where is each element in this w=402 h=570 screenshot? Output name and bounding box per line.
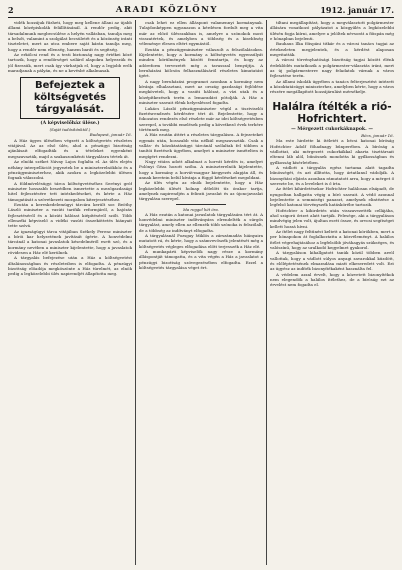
article-paragraph: A munkapárti képviselők nagy része a kormány álláspontját támogatta, és a vita végén a Ház a javaslatot a pénzügyi bizottság szövegezésében elfogadta. Ezzel a költségvetés tárgyalása véget ért. (139, 249, 263, 271)
issue-date: 1912. január 17. (320, 5, 394, 15)
section-note: Ma reggel hét óra. (183, 206, 219, 212)
column-1 (8, 20, 132, 565)
article-paragraph: vidék hozzájuk fűzheti, hogy meg kellene állani az újabb állami középiskolák felállításánál. A rendőr pedig, akit társadalmunk megbecsülése a helyén vallásban, tanulja meg a belsőt, valamint a szolgálat becsületét és a közönség iránti tiszteletet, mert az utca embere saját kárán tanulja meg, hogy a rendőr nem ellenség, hanem barát és segítség. (8, 20, 132, 52)
article-paragraph: Az erkölcsi rend és a testi biztonság nagy értékei közé tartozik, hogy a rendőrséget szilárd alapokra helyezzük és jól fizessük, mert csak így várhatjuk el, hogy a legjobb erők maradjanak a pályán, és ne a kevésbé alkalmasak. (8, 52, 132, 74)
column-divider (266, 20, 267, 565)
article-paragraph: Ezután a kereskedelemügyi tárcára került sor. Beöthy László miniszter a vasúti tarifák reformjáról, a hajózás fejlesztéséről és a közúti hálózat kiépítéséről szólt. Több ellenzéki képviselő a vidéki vasúti összeköttetés hiányait tette szóvá. (8, 201, 132, 229)
page-number: 2 (8, 5, 14, 15)
article-paragraph: A nagy beruházási programot azonban a kormány nem kívánja elhalasztani, mert az ország gazdasági fejlődése megköveteli, hogy a vasúti hálózat, a vízi utak és a középítkezések terén a lemaradást pótolják. A Ház a miniszter szavait élénk helyesléssel fogadta. (139, 78, 263, 106)
article-paragraph: Az igazságügyi tárca vitájában Székely Ferenc miniszter a bírói kar helyzetének javítását ígérte. A honvédelmi tárcánál a katonai javaslatok késedelméről esett szó, és a kormány nevében a miniszter kijelentette, hogy a javaslatok rövidesen a Ház elé kerülnek. (8, 228, 132, 255)
article-paragraph: Nagy vitára adott alkalmat a horvát kérdés is, amelyet Polónyi Géza hozott szóba. A miniszterelnök kijelentette, hogy a kormány a horvát-magyar kiegyezés alapján áll, és annak keretein belül kívánja a függő kérdéseket megoldani. (139, 158, 263, 180)
article-paragraph: Az ítélet nagy feltűnést keltett a katonai körökben, mert a per hónapokon át foglalkoztatta a közvéleményt. A halálos ítélet végrehajtásához a legfelsőbb jóváhagyás szükséges, és valószínű, hogy az uralkodó kegyelmet gyakorol. (270, 229, 394, 251)
article-paragraph: Az ítélet kihirdetésekor Hofrichter halálosan elsápadt, de nyugodtan hallgatta végig a bíró szavait. A védő azonnal bejelentette a semmiségi panaszt, amelynek elintézése a legfelső katonai törvényszék hatáskörébe tartozik. (270, 186, 394, 208)
article-paragraph: A földmívelésügyi tárca költségvetéséhez Serényi gróf miniszter hosszabb beszédben ismertette a mezőgazdasági hitel fejlesztésére tett intézkedéseket, és kérte a Ház támogatását a szövetkezeti mozgalom kiterjesztéséhez. (8, 180, 132, 202)
article-paragraph: A Ház ügyes ülésében végzett a költségvetés részletes vitájával. Az az első ülés, ahol a pénzügyi bizottság ajánlásait elfogadták és a tételeket egyenként megszavazták, majd a szakaszonkénti tárgyalásra tértek át. (8, 137, 132, 159)
header-rule (8, 17, 394, 18)
article-paragraph: Hofrichter a kihirdetés után visszavezették cellájába, ahol szigorú őrizet alatt tartják. Felesége, aki a tárgyaláson mindvégig jelen volt, ájultan esett össze, és orvosi segítséget kellett hozzá hívni. (270, 207, 394, 229)
article-dateline: Budapest, január 16. (89, 132, 132, 138)
article-paragraph: csak lehet ez ellen álláspont valamennyi kormánynak. Tulajdonképpen ugyanazon a kérdésen fordult meg a vita már az előző ülésszakban is, amelyre a szónokok most visszatértek, és amelyben a többség és a kisebbség véleménye élesen eltért egymástól. (139, 20, 263, 47)
article-subheading: (A képviselőház ülése.) (40, 121, 100, 127)
article-paragraph: A tárgyalás befejezése után a Ház a költségvetést általánosságban és részleteiben is elfogadta. A pénzügyi bizottság előadója megköszönte a Ház türelmét, az elnök pedig a legközelebbi ülés napirendjét állapította meg. (8, 255, 132, 277)
article-paragraph: A védelem azzal érvelt, hogy a közvetett bizonyítékok nem elegendők a halálos ítélethez, de a bíróság ezt az érvelést nem fogadta el. (270, 271, 394, 288)
column-3 (270, 20, 394, 565)
article-paragraph: Ma este hirdette ki ítéletét a bécsi katonai bíróság Hofrichter Adolf főhadnagy bűnperében. A bíróság a vádlottat, aki mérgezett cukorkákkal akarta tiszttársait eltenni láb alól, bűnösnek mondotta ki gyilkosságban és gyilkosság kísérletében. (270, 138, 394, 165)
article-paragraph: Az állami iskolák ügyében a tanács felterjesztést intézett a közoktatásügyi miniszterhez, amelyben kérte, hogy a város részére megállapított hozzájárulást mérsékelje. (270, 78, 394, 95)
article-paragraph: tiltani megállapítást, hogy a megválasztott polgármester állására vonatkozó pályázatot a közgyűlés a legközelebbi ülésén fogja kiírni, amelyre a jelöltek névsorát a főispán még e hónapban bejelenti. (270, 20, 394, 42)
section-divider (176, 204, 226, 205)
article-paragraph: A tárgyaláson kihallgatott tanúk közül többen arról vallottak, hogy a vádlott súlyos anyagi zavarokkal küzdött, és előléptetésének elmaradása miatt elkeseredett volt. Ezt az ügyész az indíték bizonyítékaként használta fel. (270, 250, 394, 272)
column-divider (135, 20, 136, 565)
newspaper-title: ARADI KÖZLÖNY (115, 5, 218, 15)
page-header (8, 4, 394, 16)
article-headline: Halálra ítélték a rió-Hofrichtert. (272, 100, 392, 125)
article-paragraph: A Ház ezután a katonai javaslatok tárgyalására tért át. A honvédelmi miniszter indítványára elrendelték a sürgős tárgyalást, amely ellen az ellenzék több szónoka is felszólalt, de a többség az indítványt elfogadta. (139, 211, 263, 233)
article-dateline: Bécs, január 16. (361, 132, 394, 138)
article-headline: Befejeztek a költségvetés tárgyalását. (20, 77, 120, 119)
article-paragraph: Ezután a pénzügyminiszter válaszolt a felszólalásokra. Kijelentette, hogy a kormány a költségvetés egyensúlyát minden körülmények között fenntartja, és hogy az adóreform tervezetét még a tavasszal benyújtja. A beruházási kölcsön felhasználásáról részletes kimutatást ígért. (139, 46, 263, 79)
article-paragraph: Lukács László pénzügyminiszter végül a tisztviselői fizetésrendezés kérdésére tért át. Bejelentette, hogy a fokozatos rendezés első részlete már az idei költségvetésben szerepel, a további emelések pedig a következő évek terhére történnek meg. (139, 105, 263, 132)
article-subheading: — Mérgezett cukorkáknapok. — (291, 126, 373, 132)
article-paragraph: Az elnöki széket Návay Lajos foglalta el. Az ülés elején néhány interpellációt jegyeztek be a miniszterelnökhöz és a pénzügyminiszterhez, akik azokra a legközelebbi ülésen fognak válaszolni. (8, 159, 132, 181)
article-paragraph: Az ülés végén az elnök bejelentette, hogy a Ház legközelebbi ülését holnap délelőtt tíz órakor tartja, amelynek napirendjén a felirati javaslat és az újoncjavaslat tárgyalása szerepel. (139, 180, 263, 202)
article-paragraph: Bauhaus Ilka főispáni titkár és a városi tanács tagjai az értekezleten megjelentek, és a kérdést alaposan megvitatták. (270, 41, 394, 58)
article-paragraph: A vádlott a tárgyalás egész tartama alatt tagadta bűnösségét, és azt állította, hogy ártatlanul vádolják. A bizonyítási eljárás azonban rámutatott arra, hogy a mérget ő szerezte be, és a leveleket is ő írta. (270, 164, 394, 186)
article-paragraph: A Ház ezután áttért a részletes tárgyalásra. A fejezeteket egymás után, hosszabb vita nélkül megszavazták. Csak a vallás- és közoktatásügyi tárcánál szólaltak fel többen a tanítói fizetések ügyében, amelyet a miniszter ismételten is megígért rendezni. (139, 132, 263, 159)
article-paragraph: A városi törvényhatósági bizottság tagjai között élénk érdeklődés mutatkozik a polgármester-választás iránt, mert az új polgármesterre nagy feladatok várnak a város fejlesztése terén. (270, 57, 394, 79)
column-2 (139, 20, 263, 565)
article-credit: (Saját tudósítónktól.) (49, 127, 91, 133)
article-paragraph: A tárgyalásnál Pozsgay Miklós a zárszámadás hiányaira mutatott rá, és kérte, hogy a számvevőszék jelentését még a költségvetés végleges elfogadása előtt terjesszék a Ház elé. (139, 233, 263, 249)
